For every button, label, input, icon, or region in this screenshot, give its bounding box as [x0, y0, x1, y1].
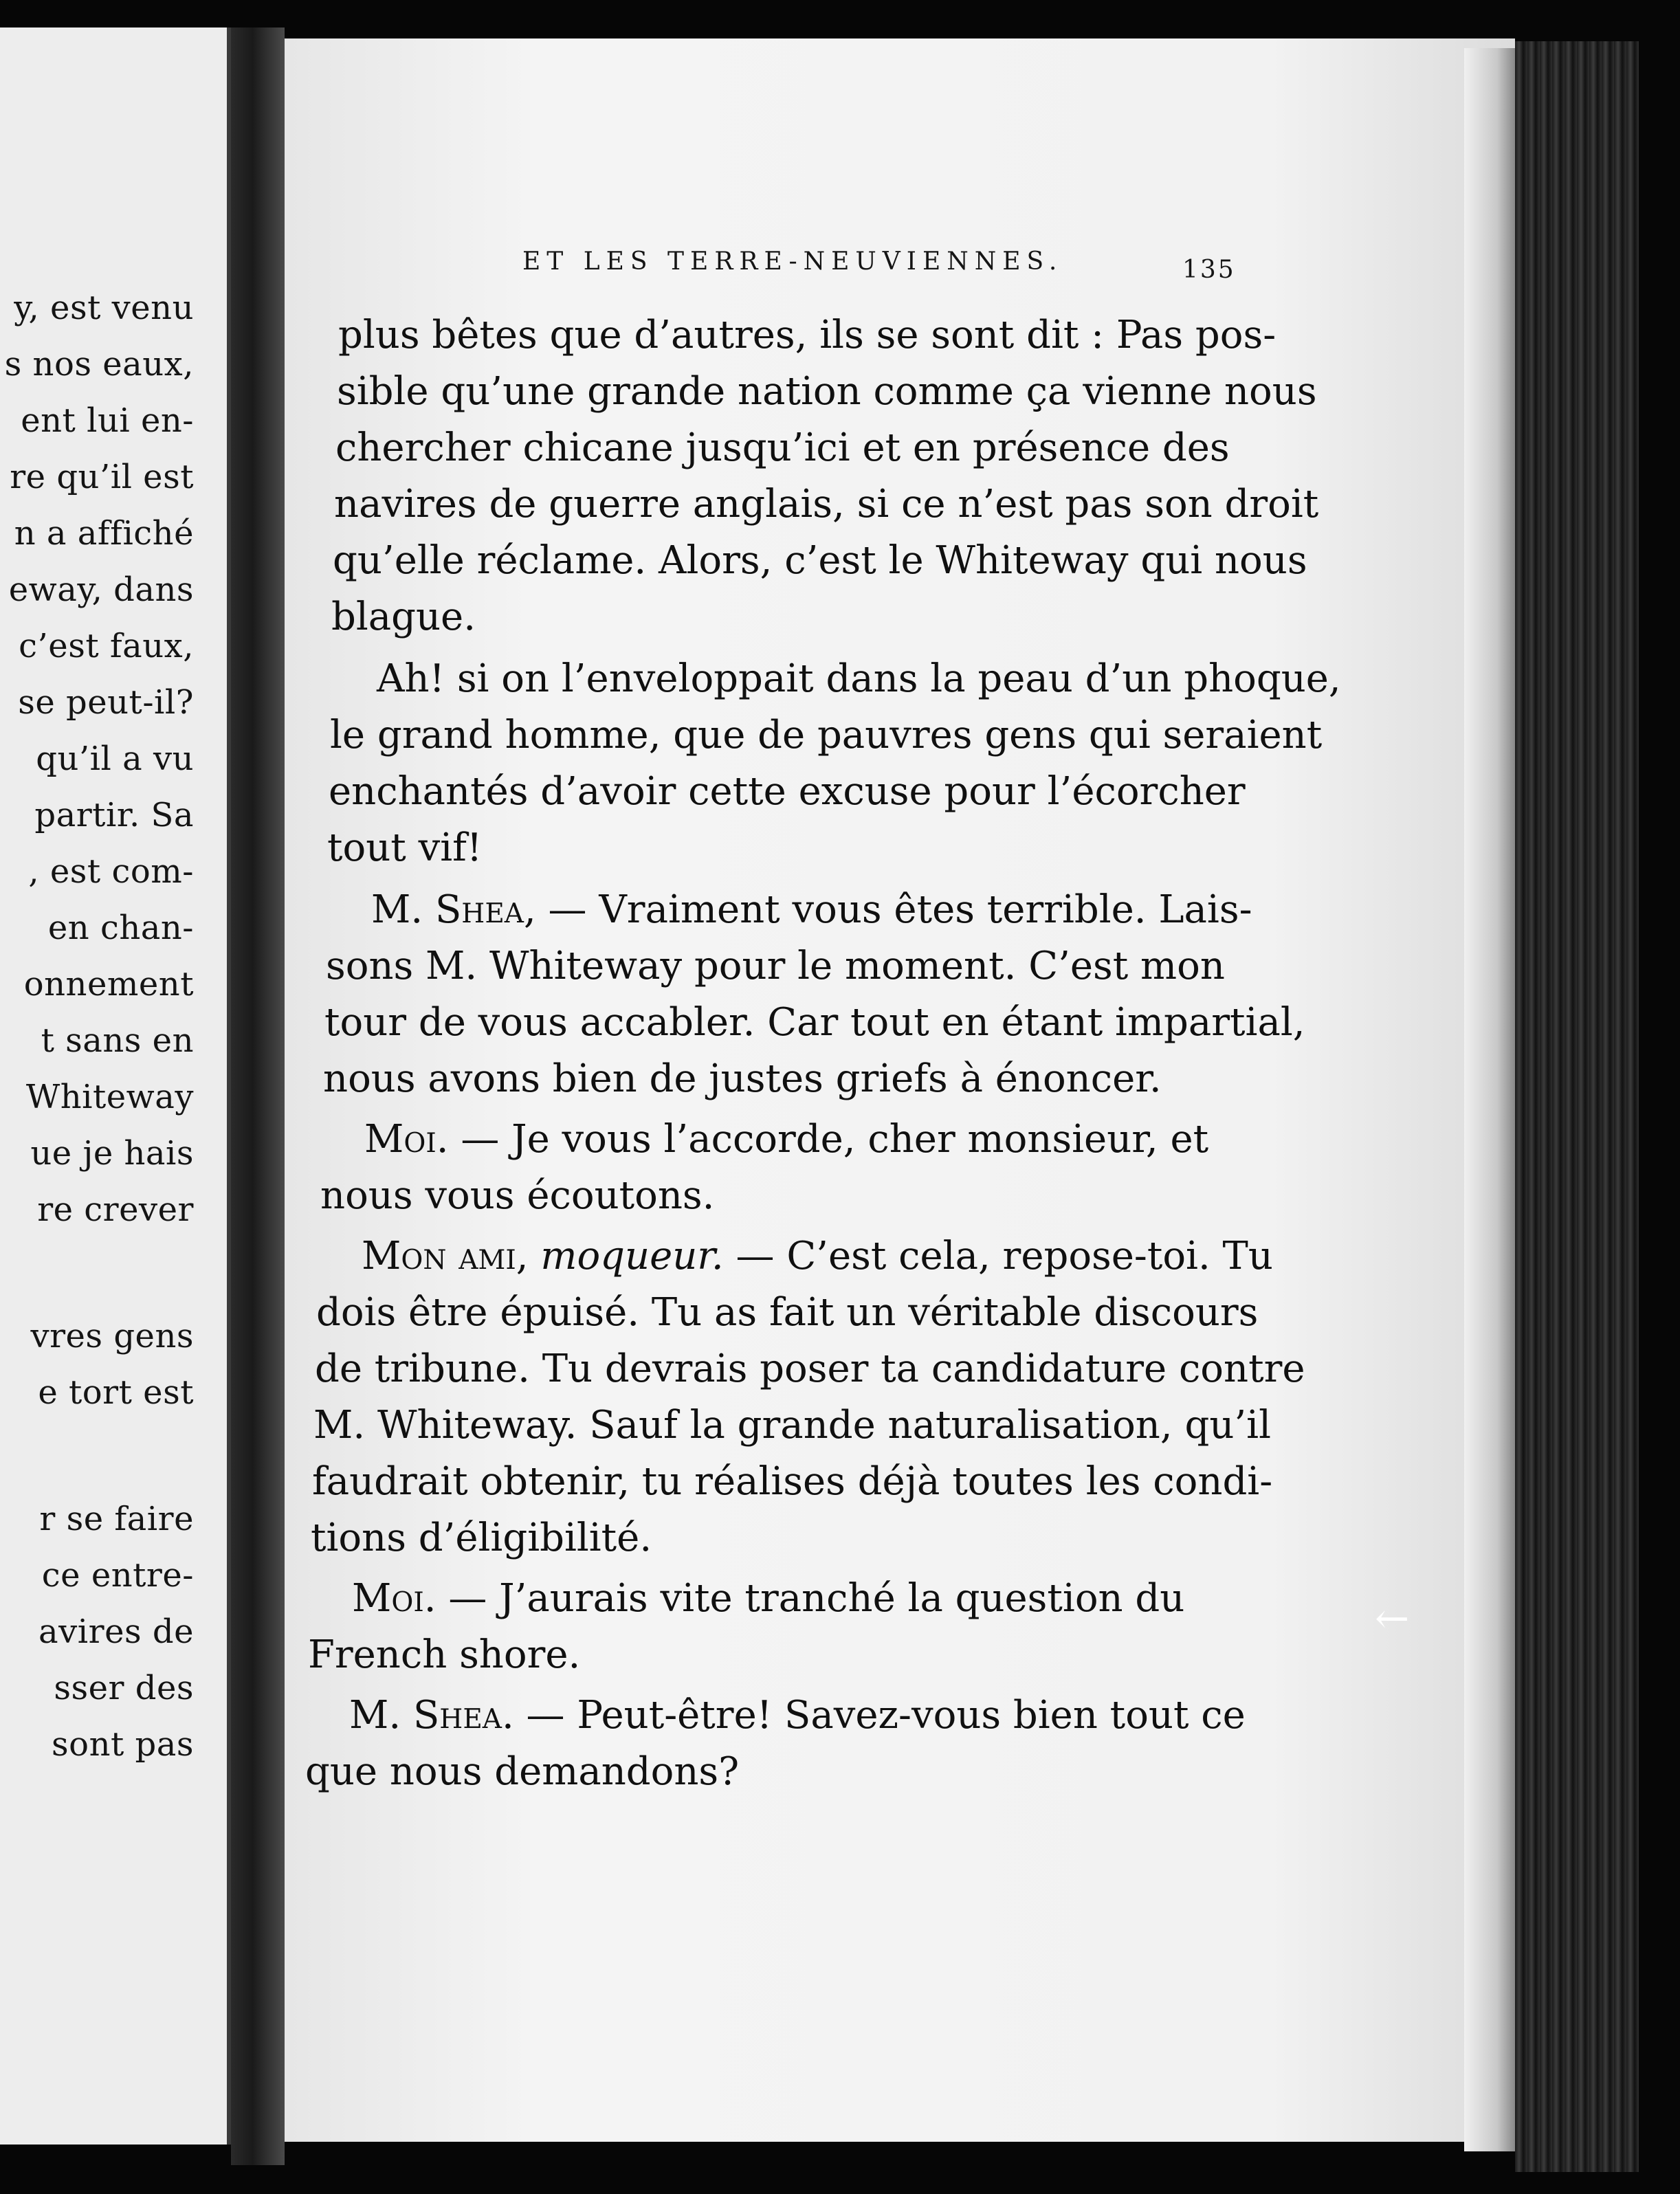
text-line: tour de vous accabler. Car tout en étant impartial,: [324, 1000, 1305, 1045]
speaker-name: Moi.: [364, 1117, 449, 1162]
left-page-line: ent lui en-: [21, 401, 194, 440]
left-page-line: partir. Sa: [34, 796, 194, 834]
text-line: sible qu’une grande nation comme ça vienne nous: [337, 369, 1317, 414]
dialogue-line: [352, 1576, 1185, 1621]
text-line: de tribune. Tu devrais poser ta candidature contre: [315, 1347, 1305, 1391]
text-line: nous avons bien de justes griefs à énoncer.: [323, 1056, 1162, 1101]
text-line: que nous demandons?: [305, 1749, 740, 1794]
left-page-line: onnement: [23, 965, 194, 1004]
left-page-line: qu’il a vu: [36, 740, 194, 778]
text-line: French shore.: [308, 1632, 581, 1677]
left-page-line: sser des: [54, 1669, 194, 1707]
left-page-line: n a affiché: [14, 514, 194, 553]
left-page-line: c’est faux,: [19, 627, 194, 665]
text-line: enchantés d’avoir cette excuse pour l’écorcher: [329, 769, 1246, 814]
text-line: chercher chicane jusqu’ici et en présence des: [335, 425, 1230, 470]
left-page-line: re qu’il est: [10, 458, 194, 496]
left-page-line: eway, dans: [8, 570, 194, 609]
left-page-line: ue je hais: [30, 1134, 194, 1173]
speaker-name: Mon ami,: [362, 1234, 529, 1278]
text-line: M. Whiteway. Sauf la grande naturalisation, qu’il: [313, 1403, 1271, 1448]
dialogue-line: [362, 1234, 1273, 1278]
page-number: 135: [1182, 256, 1236, 284]
dialogue-text: — Peut-être! Savez-vous bien tout ce: [513, 1693, 1246, 1738]
left-page-line: Whiteway: [25, 1078, 194, 1116]
text-line: le grand homme, que de pauvres gens qui seraient: [330, 713, 1323, 757]
left-page-line: se peut-il?: [18, 683, 194, 722]
left-page-line: s nos eaux,: [4, 345, 194, 384]
speaker-name: M. Shea,: [371, 887, 536, 932]
running-head: ET LES TERRE-NEUVIENNES.: [522, 247, 1063, 276]
dialogue-text: — Vraiment vous êtes terrible. Lais-: [535, 887, 1252, 932]
text-line: plus bêtes que d’autres, ils se sont dit : Pas pos-: [338, 313, 1276, 357]
left-page-line: r se faire: [39, 1500, 194, 1538]
left-page-line: avires de: [38, 1613, 194, 1651]
text-line: blague.: [331, 595, 476, 639]
scan-artifact-mark: ←: [1375, 1595, 1410, 1643]
text-line: qu’elle réclame. Alors, c’est le Whiteway qui nous: [333, 538, 1307, 583]
stage-direction: moqueur.: [540, 1234, 724, 1278]
left-page-line: e tort est: [38, 1373, 194, 1412]
dialogue-line: [349, 1693, 1246, 1738]
text-line: tout vif!: [327, 825, 483, 870]
dialogue-text: — Je vous l’accorde, cher monsieur, et: [448, 1117, 1209, 1162]
dialogue-line: [371, 887, 1252, 932]
left-page-line: , est com-: [28, 852, 194, 891]
speaker-name: M. Shea.: [349, 1693, 514, 1738]
text-line: sons M. Whiteway pour le moment. C’est mon: [326, 944, 1225, 988]
text-line: nous vous écoutons.: [320, 1173, 715, 1218]
dialogue-text: — C’est cela, repose-toi. Tu: [723, 1234, 1273, 1278]
left-page-line: t sans en: [41, 1021, 194, 1060]
left-page-line: ce entre-: [41, 1556, 194, 1595]
left-page-line: y, est venu: [14, 289, 194, 327]
speaker-name: Moi.: [352, 1576, 436, 1621]
left-page-line: vres gens: [30, 1317, 194, 1355]
text-line: tions d’éligibilité.: [311, 1516, 652, 1560]
text-line: faudrait obtenir, tu réalises déjà toutes les condi-: [312, 1459, 1273, 1504]
left-page-line: re crever: [37, 1190, 194, 1229]
left-page-line: en chan-: [47, 909, 194, 947]
dialogue-text: — J’aurais vite tranché la question du: [436, 1576, 1185, 1621]
left-page-line: sont pas: [52, 1725, 194, 1764]
text-line: Ah! si on l’enveloppait dans la peau d’un phoque,: [377, 656, 1341, 701]
dialogue-line: [364, 1117, 1209, 1162]
text-line: navires de guerre anglais, si ce n’est pas son droit: [334, 482, 1319, 527]
text-line: dois être épuisé. Tu as fait un véritable discours: [316, 1290, 1259, 1335]
